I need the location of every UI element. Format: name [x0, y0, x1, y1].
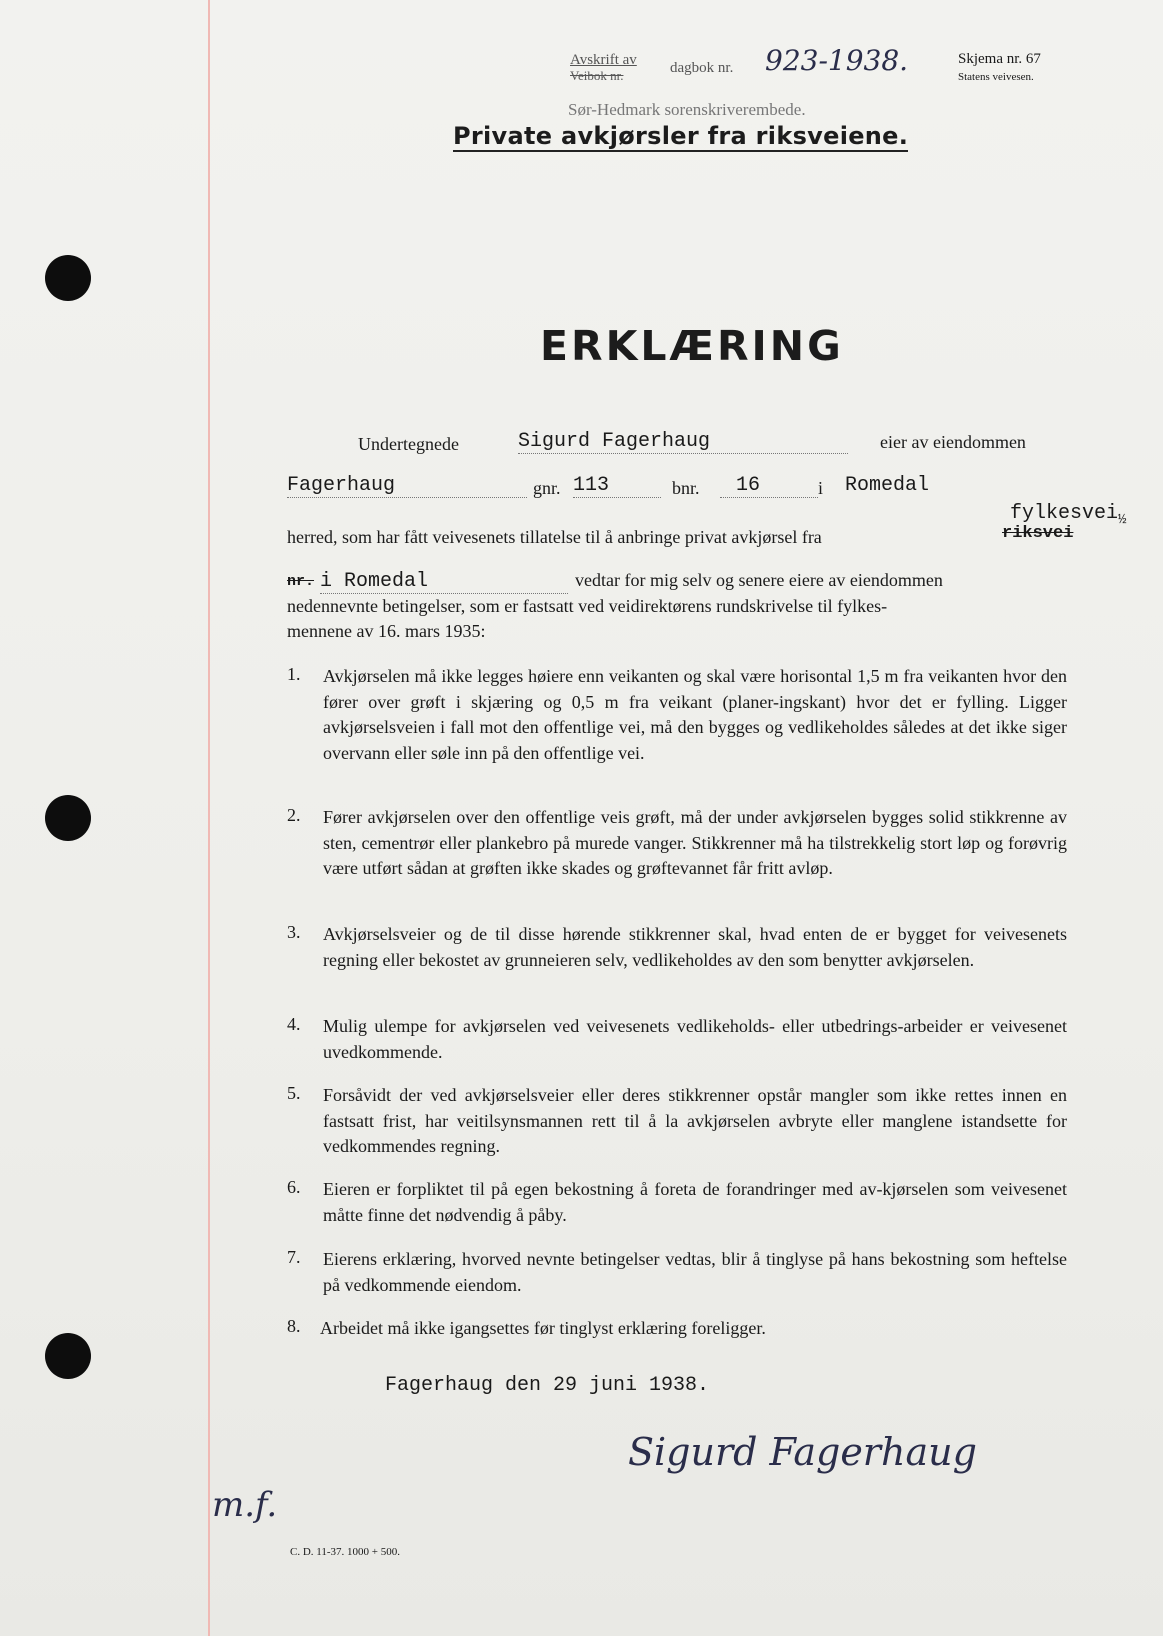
bnr-value: 16 — [720, 474, 818, 498]
condition-text: Mulig ulempe for avkjørselen ved veivesenets vedlikeholds- eller utbedrings-arbeider er veivesenet uvedkommende. — [323, 1016, 1067, 1062]
condition-number: 8. — [287, 1316, 301, 1336]
condition-text: Avkjørselsveier og de til disse hørende stikkrenner skal, hvad enten de er bygget for veivesenets regning eller bekostet av grunneieren selv, vedlikeholdes av den som benytter avkjørselen. — [323, 924, 1067, 970]
condition-number: 3. — [287, 922, 301, 942]
statens-veivesen: Statens veivesen. — [958, 71, 1034, 83]
eier-label: eier av eiendommen — [880, 432, 1026, 452]
condition-text: Eierens erklæring, hvorved nevnte betingelser vedtas, blir å tinglyse på hans bekostning som heftelse på vedkommende eiendom. — [323, 1249, 1067, 1295]
punch-hole-middle — [45, 795, 91, 841]
skjema-number: Skjema nr. 67 — [958, 51, 1041, 67]
condition-text: Arbeidet må ikke igangsettes før tinglyst erklæring foreligger. — [320, 1318, 766, 1338]
municipality: Romedal — [845, 474, 930, 497]
punch-hole-top — [45, 255, 91, 301]
betingelser-line: nedennevnte betingelser, som er fastsatt ved veidirektørens rundskrivelse til fylkes- — [287, 596, 888, 616]
skjema-block — [958, 50, 1041, 86]
office-stamp: Sør-Hedmark sorenskriverembede. — [568, 100, 806, 119]
condition-number: 5. — [287, 1083, 301, 1103]
dagbok-label: dagbok nr. — [670, 60, 734, 76]
struck-riksvei: riksvei — [1002, 524, 1074, 543]
veibok-struck: Veibok nr. — [570, 68, 624, 83]
condition-number: 7. — [287, 1247, 301, 1267]
i-label: i — [818, 478, 824, 498]
gnr-value: 113 — [573, 474, 661, 498]
undertegnede-label: Undertegnede — [358, 434, 459, 454]
place-date: Fagerhaug den 29 juni 1938. — [385, 1374, 710, 1397]
footer-code: C. D. 11-37. 1000 + 500. — [290, 1546, 400, 1558]
struck-nr: nr. — [287, 573, 315, 590]
heading-erklaering: ERKLÆRING — [540, 322, 844, 370]
owner-name: Sigurd Fagerhaug — [518, 430, 848, 454]
road-type: fylkesvei — [1010, 502, 1119, 525]
bnr-label: bnr. — [672, 478, 700, 498]
condition-text: Avkjørselen må ikke legges høiere enn veikanten og skal være horisontal 1,5 m fra veikanten hvor den fører over grøft i skjæring og 0,5 m fra veikant (planer-ingskant) hvor det er fylling. Ligger avkjørselsveien i fall mot den offentlige vei, må den bygges og vedlikeholdes således at det ikke siger overvann eller søle inn på den offentlige vei. — [323, 666, 1067, 763]
condition-number: 4. — [287, 1014, 301, 1034]
condition-number: 1. — [287, 664, 301, 684]
gnr-label: gnr. — [533, 478, 561, 498]
vedtar-line: vedtar for mig selv og senere eiere av eiendommen — [575, 570, 943, 590]
condition-number: 2. — [287, 805, 301, 825]
form-title: Private avkjørsler fra riksveiene. — [453, 122, 909, 150]
condition-text: Eieren er forpliktet til på egen bekostning å foreta de forandringer med av-kjørselen som veivesenet måtte finne det nødvendig å påby. — [323, 1179, 1067, 1225]
condition-text: Fører avkjørselen over den offentlige veis grøft, må der under avkjørselen bygges solid stikkrenne av sten, cementrør eller plankebro på murede vanger. Stikkrenner må ha tilstrekkelig stort løp og forøvrig være utført sådan at grøften ikke skades og grøftevannet får fritt avløp. — [323, 807, 1067, 878]
initials: m.f. — [212, 1485, 278, 1525]
margin-line — [208, 0, 210, 1636]
avskrift-stamp: Avskrift av — [570, 52, 637, 68]
condition-number: 6. — [287, 1177, 301, 1197]
punch-hole-bottom — [45, 1333, 91, 1379]
rundskrivelse-date: mennene av 16. mars 1935: — [287, 621, 486, 641]
road-location: i Romedal — [320, 570, 568, 594]
signature: Sigurd Fagerhaug — [628, 1430, 977, 1474]
permission-line: herred, som har fått veivesenets tillatelse til å anbringe privat avkjørsel fra — [287, 527, 822, 547]
road-suffix: ½ — [1118, 512, 1127, 528]
property-name: Fagerhaug — [287, 474, 527, 498]
dagbok-number: 923-1938. — [765, 44, 909, 77]
condition-text: Forsåvidt der ved avkjørselsveier eller deres stikkrenner opstår mangler som ikke rettes innen en fastsatt frist, har veitilsynsmannen rett til å la avkjørselen avbryte eller manglene istandsette for vedkommendes regning. — [323, 1085, 1067, 1156]
